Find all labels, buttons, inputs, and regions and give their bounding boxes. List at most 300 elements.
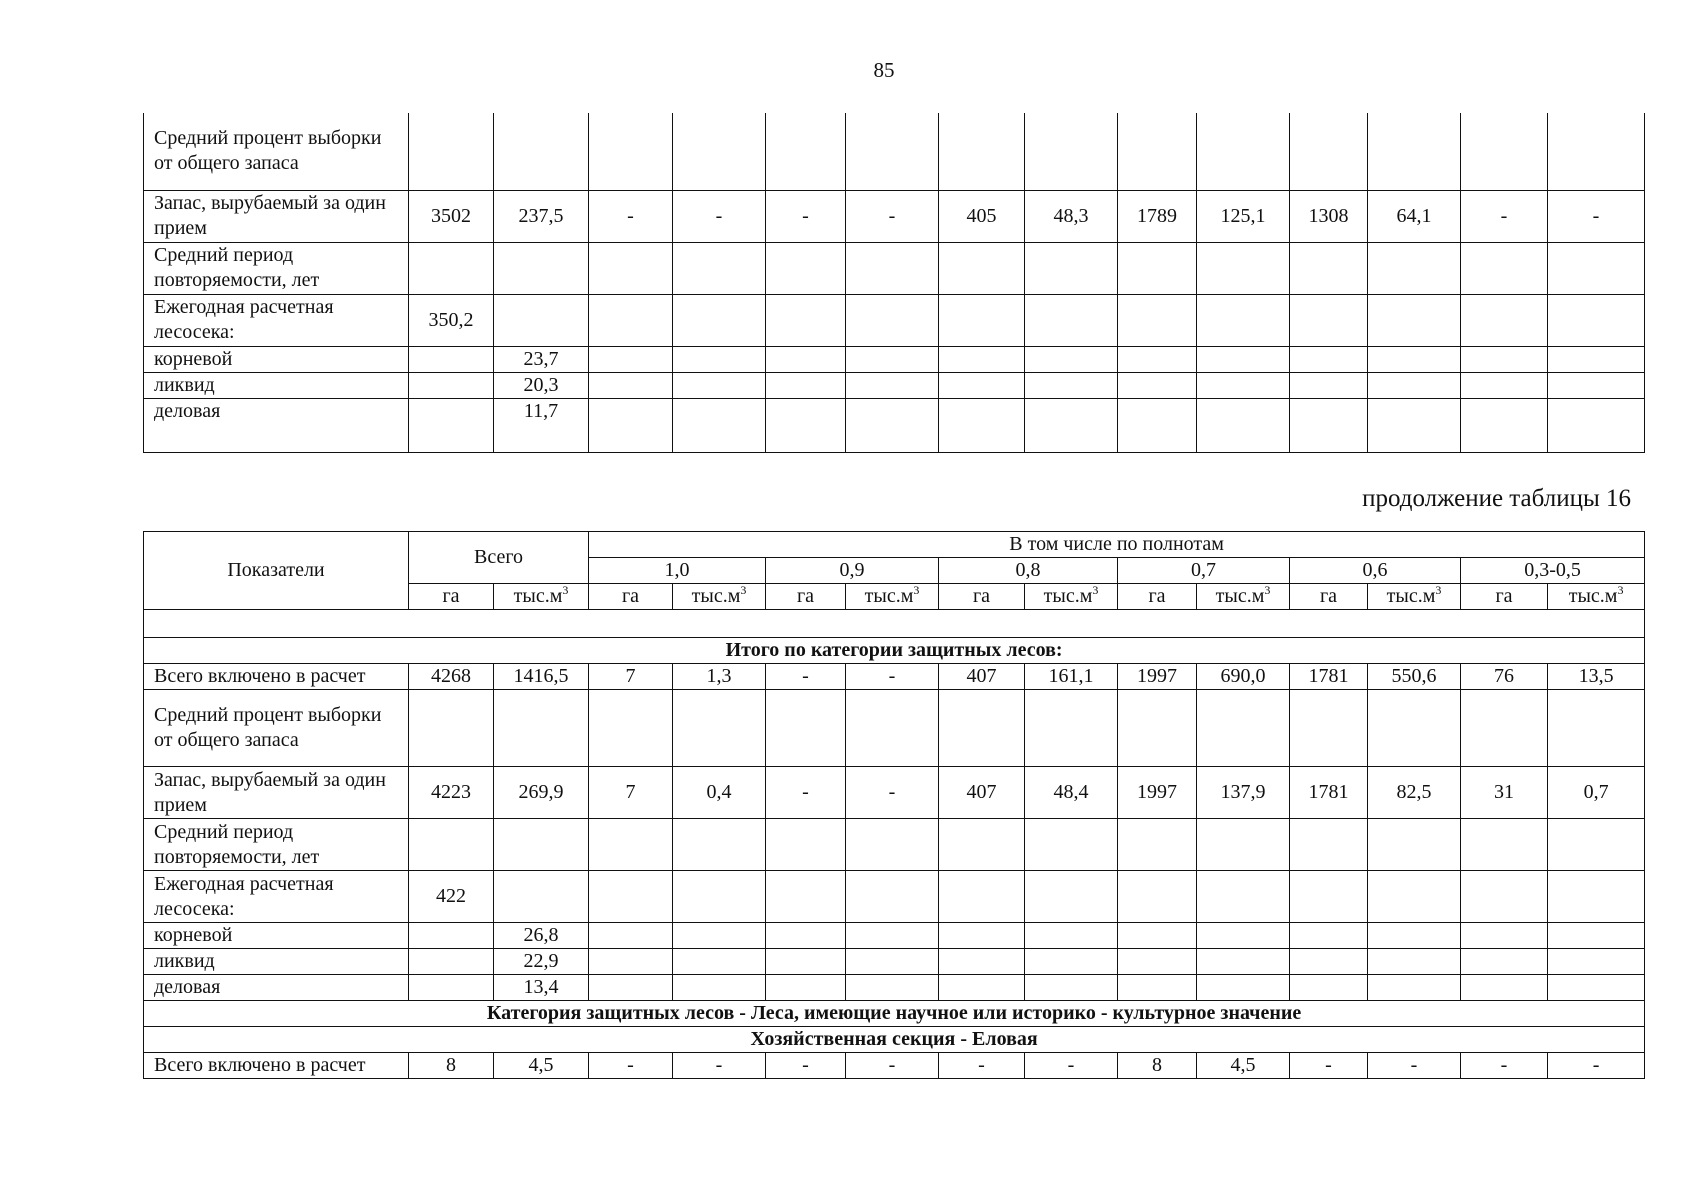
table-cell xyxy=(1548,949,1645,975)
section-title-row xyxy=(144,638,1645,664)
table-cell xyxy=(673,949,766,975)
table-cell xyxy=(589,975,673,1001)
header-unit-volume xyxy=(1368,584,1461,610)
table-cell xyxy=(409,346,494,372)
table-cell xyxy=(1025,923,1118,949)
table-row xyxy=(144,949,1645,975)
table-cell: - xyxy=(1548,1053,1645,1079)
table-cell xyxy=(1461,398,1548,452)
table-cell xyxy=(673,871,766,923)
table-row xyxy=(144,113,1645,190)
row-label: Средний период повторяемости, лет xyxy=(144,242,409,294)
table-cell xyxy=(846,975,939,1001)
table-row xyxy=(144,398,1645,452)
unit-volume-exponent: 3 xyxy=(740,583,747,597)
table-cell xyxy=(494,871,589,923)
table-cell xyxy=(1461,923,1548,949)
table-cell xyxy=(1025,346,1118,372)
header-unit-volume xyxy=(673,584,766,610)
table-cell xyxy=(1368,294,1461,346)
page-number: 85 xyxy=(873,58,895,82)
table-cell: 82,5 xyxy=(1368,767,1461,819)
table-caption: продолжение таблицы 16 xyxy=(1362,485,1631,512)
table-cell xyxy=(1197,294,1290,346)
table-cell xyxy=(1118,372,1197,398)
table-row xyxy=(144,975,1645,1001)
header-unit-ha: га xyxy=(939,584,1025,610)
table-cell xyxy=(1118,871,1197,923)
table-cell xyxy=(1197,949,1290,975)
category-title-row xyxy=(144,1001,1645,1027)
header-density: 0,8 xyxy=(939,558,1118,584)
row-label: ликвид xyxy=(144,949,409,975)
table-cell xyxy=(589,923,673,949)
table-cell xyxy=(1548,398,1645,452)
table-cell: 550,6 xyxy=(1368,664,1461,690)
table-cell xyxy=(846,949,939,975)
table-part-2 xyxy=(143,531,1645,1079)
blank-cell xyxy=(144,610,1645,638)
table-cell: 31 xyxy=(1461,767,1548,819)
table-cell: 125,1 xyxy=(1197,190,1290,242)
unit-volume-exponent: 3 xyxy=(1435,583,1442,597)
table-cell: - xyxy=(1461,190,1548,242)
table-cell xyxy=(1548,294,1645,346)
table-cell xyxy=(1368,398,1461,452)
header-total: Всего xyxy=(409,532,589,584)
table-cell xyxy=(1368,975,1461,1001)
table-cell: 4,5 xyxy=(1197,1053,1290,1079)
table-cell xyxy=(1290,975,1368,1001)
table-cell xyxy=(1290,871,1368,923)
header-unit-ha: га xyxy=(766,584,846,610)
table-cell: - xyxy=(1548,190,1645,242)
table-cell xyxy=(846,398,939,452)
row-label: Ежегодная расчетная лесосека: xyxy=(144,871,409,923)
table-cell xyxy=(1197,372,1290,398)
table-cell xyxy=(1548,113,1645,190)
table-cell xyxy=(1461,294,1548,346)
table-cell xyxy=(1197,398,1290,452)
table-cell: - xyxy=(846,767,939,819)
table-cell xyxy=(1290,372,1368,398)
table-cell xyxy=(1025,242,1118,294)
table-row xyxy=(144,767,1645,819)
table-cell xyxy=(1548,242,1645,294)
table-cell: 1789 xyxy=(1118,190,1197,242)
table-cell: 690,0 xyxy=(1197,664,1290,690)
table-cell xyxy=(494,819,589,871)
table-cell xyxy=(846,690,939,767)
table-cell: 4268 xyxy=(409,664,494,690)
table-cell xyxy=(1368,871,1461,923)
table-cell xyxy=(1290,398,1368,452)
table-cell xyxy=(766,346,846,372)
table-part-1 xyxy=(143,113,1645,453)
header-unit-volume xyxy=(846,584,939,610)
table-cell xyxy=(673,113,766,190)
table-cell: - xyxy=(846,1053,939,1079)
table-cell: 20,3 xyxy=(494,372,589,398)
table-cell xyxy=(1548,923,1645,949)
table-row xyxy=(144,871,1645,923)
table-row xyxy=(144,242,1645,294)
header-density: 0,7 xyxy=(1118,558,1290,584)
table-cell: 0,4 xyxy=(673,767,766,819)
table-cell: - xyxy=(1461,1053,1548,1079)
table-part-1-body xyxy=(144,113,1645,452)
table-cell xyxy=(766,398,846,452)
table-cell xyxy=(1368,346,1461,372)
table-cell: 137,9 xyxy=(1197,767,1290,819)
table-cell xyxy=(589,113,673,190)
unit-volume-text: тыс.м xyxy=(1386,585,1436,607)
table-cell xyxy=(1290,113,1368,190)
header-unit-ha: га xyxy=(409,584,494,610)
header-unit-ha: га xyxy=(589,584,673,610)
unit-volume-text: тыс.м xyxy=(1568,585,1618,607)
table-cell xyxy=(1197,923,1290,949)
table-cell xyxy=(846,923,939,949)
table-cell xyxy=(1368,372,1461,398)
section-title: Итого по категории защитных лесов: xyxy=(144,638,1645,664)
table-cell xyxy=(766,294,846,346)
table-cell xyxy=(1461,871,1548,923)
table-cell xyxy=(409,242,494,294)
header-by-density: В том числе по полнотам xyxy=(589,532,1645,558)
table-cell: 0,7 xyxy=(1548,767,1645,819)
table-cell xyxy=(1461,113,1548,190)
table-cell: - xyxy=(766,664,846,690)
table-cell xyxy=(1118,242,1197,294)
table-header xyxy=(144,532,1645,610)
table-cell xyxy=(939,871,1025,923)
row-label: деловая xyxy=(144,398,409,452)
section2-title-row xyxy=(144,1027,1645,1053)
table-cell: 4,5 xyxy=(494,1053,589,1079)
header-density: 0,3-0,5 xyxy=(1461,558,1645,584)
blank-row xyxy=(144,610,1645,638)
table-cell xyxy=(1197,975,1290,1001)
table-cell xyxy=(1461,242,1548,294)
table-cell xyxy=(673,398,766,452)
table-cell xyxy=(766,690,846,767)
unit-volume-exponent: 3 xyxy=(1617,583,1624,597)
table-cell xyxy=(1290,690,1368,767)
table-cell xyxy=(1548,975,1645,1001)
unit-volume-text: тыс.м xyxy=(513,585,563,607)
table-cell xyxy=(1025,871,1118,923)
table-cell xyxy=(589,690,673,767)
table-cell: - xyxy=(846,664,939,690)
table-cell: 1781 xyxy=(1290,767,1368,819)
table-cell xyxy=(1548,819,1645,871)
table-cell: 8 xyxy=(1118,1053,1197,1079)
row-label: ликвид xyxy=(144,372,409,398)
table-row xyxy=(144,372,1645,398)
table-cell xyxy=(1461,346,1548,372)
table-cell xyxy=(1548,871,1645,923)
table-cell: 422 xyxy=(409,871,494,923)
table-cell: - xyxy=(766,190,846,242)
table-cell xyxy=(1368,923,1461,949)
table-cell: 237,5 xyxy=(494,190,589,242)
table-cell xyxy=(1290,819,1368,871)
table-cell: - xyxy=(1025,1053,1118,1079)
table-cell: - xyxy=(846,190,939,242)
table-cell: - xyxy=(939,1053,1025,1079)
table-cell xyxy=(939,398,1025,452)
table-cell xyxy=(409,819,494,871)
table-cell xyxy=(673,690,766,767)
table-cell xyxy=(409,372,494,398)
table-cell xyxy=(1197,819,1290,871)
table-cell: 407 xyxy=(939,664,1025,690)
table-cell xyxy=(589,949,673,975)
table-cell xyxy=(766,242,846,294)
table-cell: 11,7 xyxy=(494,398,589,452)
table-cell xyxy=(589,871,673,923)
table-row xyxy=(144,1053,1645,1079)
table-cell: 350,2 xyxy=(409,294,494,346)
table-cell: 1997 xyxy=(1118,664,1197,690)
row-label: Всего включено в расчет xyxy=(144,664,409,690)
table-cell xyxy=(589,372,673,398)
header-unit-ha: га xyxy=(1118,584,1197,610)
table-cell xyxy=(409,690,494,767)
table-cell: 1308 xyxy=(1290,190,1368,242)
table-cell xyxy=(846,242,939,294)
row-label: Средний период повторяемости, лет xyxy=(144,819,409,871)
table-cell xyxy=(766,372,846,398)
unit-volume-exponent: 3 xyxy=(562,583,569,597)
table-cell xyxy=(1197,871,1290,923)
table-cell xyxy=(589,346,673,372)
table-cell: 48,3 xyxy=(1025,190,1118,242)
unit-volume-exponent: 3 xyxy=(1092,583,1099,597)
header-density: 0,6 xyxy=(1290,558,1461,584)
table-cell xyxy=(1290,346,1368,372)
table-cell: 1997 xyxy=(1118,767,1197,819)
table-cell xyxy=(846,819,939,871)
table-cell xyxy=(846,372,939,398)
table-cell xyxy=(766,113,846,190)
table-cell xyxy=(939,346,1025,372)
table-cell xyxy=(939,975,1025,1001)
table-cell xyxy=(1118,398,1197,452)
table-cell xyxy=(409,975,494,1001)
table-part-2-body xyxy=(144,664,1645,1001)
table-row xyxy=(144,819,1645,871)
table-cell: 13,5 xyxy=(1548,664,1645,690)
row-label: Запас, вырубаемый за один прием xyxy=(144,767,409,819)
table-cell: 4223 xyxy=(409,767,494,819)
table-cell xyxy=(1290,294,1368,346)
table-cell xyxy=(494,113,589,190)
header-indicators: Показатели xyxy=(144,532,409,610)
unit-volume-text: тыс.м xyxy=(1043,585,1093,607)
table-cell xyxy=(939,949,1025,975)
table-cell: 48,4 xyxy=(1025,767,1118,819)
table-cell xyxy=(1368,949,1461,975)
table-cell xyxy=(846,294,939,346)
table-cell xyxy=(1197,346,1290,372)
section2-title: Хозяйственная секция - Еловая xyxy=(144,1027,1645,1053)
table-cell xyxy=(1025,819,1118,871)
table-cell xyxy=(409,949,494,975)
table-cell: 161,1 xyxy=(1025,664,1118,690)
table-cell xyxy=(1548,690,1645,767)
table-cell xyxy=(1368,242,1461,294)
table-cell xyxy=(1461,949,1548,975)
table-cell xyxy=(589,819,673,871)
header-unit-volume xyxy=(1197,584,1290,610)
category-title: Категория защитных лесов - Леса, имеющие научное или историко - культурное значение xyxy=(144,1001,1645,1027)
table-cell: 22,9 xyxy=(494,949,589,975)
table-cell: 64,1 xyxy=(1368,190,1461,242)
table-cell xyxy=(1461,819,1548,871)
unit-volume-exponent: 3 xyxy=(913,583,920,597)
table-cell: 407 xyxy=(939,767,1025,819)
table-cell xyxy=(1025,690,1118,767)
table-cell xyxy=(939,819,1025,871)
table-cell xyxy=(1368,690,1461,767)
table-cell: - xyxy=(589,1053,673,1079)
table-cell xyxy=(673,294,766,346)
table-cell xyxy=(1368,819,1461,871)
table-cell xyxy=(1197,113,1290,190)
table-cell: 269,9 xyxy=(494,767,589,819)
unit-volume-text: тыс.м xyxy=(864,585,914,607)
table-cell xyxy=(1118,923,1197,949)
table-cell: - xyxy=(673,190,766,242)
table-cell: - xyxy=(1290,1053,1368,1079)
table-cell: 23,7 xyxy=(494,346,589,372)
table-cell xyxy=(494,690,589,767)
table-cell xyxy=(1118,294,1197,346)
table-cell xyxy=(1118,975,1197,1001)
row-label: Всего включено в расчет xyxy=(144,1053,409,1079)
table-row xyxy=(144,190,1645,242)
table-cell xyxy=(766,923,846,949)
table-cell xyxy=(939,242,1025,294)
table-cell xyxy=(1461,975,1548,1001)
header-density: 1,0 xyxy=(589,558,766,584)
table-row xyxy=(144,923,1645,949)
row-label: корневой xyxy=(144,923,409,949)
table-cell xyxy=(846,871,939,923)
header-density: 0,9 xyxy=(766,558,939,584)
table-cell xyxy=(846,346,939,372)
table-cell xyxy=(673,819,766,871)
row-label: корневой xyxy=(144,346,409,372)
table-row xyxy=(144,346,1645,372)
table-cell xyxy=(494,294,589,346)
table-cell xyxy=(939,113,1025,190)
table-cell: 7 xyxy=(589,664,673,690)
table-cell xyxy=(766,819,846,871)
table-cell xyxy=(673,975,766,1001)
table-cell: 1416,5 xyxy=(494,664,589,690)
table-cell xyxy=(1461,372,1548,398)
table-cell xyxy=(1025,398,1118,452)
table-cell xyxy=(1025,949,1118,975)
table-cell xyxy=(589,398,673,452)
table-cell xyxy=(589,294,673,346)
table-cell xyxy=(589,242,673,294)
table-cell: 26,8 xyxy=(494,923,589,949)
table-cell xyxy=(1118,690,1197,767)
row-label: Средний процент выборки от общего запаса xyxy=(144,690,409,767)
row-label: Ежегодная расчетная лесосека: xyxy=(144,294,409,346)
table-cell xyxy=(939,923,1025,949)
table-row xyxy=(144,664,1645,690)
table-cell xyxy=(766,871,846,923)
table-cell xyxy=(1548,346,1645,372)
table-cell: - xyxy=(766,1053,846,1079)
table-row xyxy=(144,690,1645,767)
table-cell xyxy=(1197,690,1290,767)
table-cell: - xyxy=(673,1053,766,1079)
table-cell xyxy=(1118,346,1197,372)
table-cell xyxy=(1025,975,1118,1001)
table-cell xyxy=(1548,372,1645,398)
header-unit-volume xyxy=(1025,584,1118,610)
table-cell xyxy=(1290,923,1368,949)
table-cell: 1781 xyxy=(1290,664,1368,690)
table-cell xyxy=(766,949,846,975)
table-cell: 405 xyxy=(939,190,1025,242)
table-cell xyxy=(494,242,589,294)
table-cell xyxy=(939,690,1025,767)
header-unit-volume xyxy=(494,584,589,610)
table-cell xyxy=(1290,949,1368,975)
table-cell: 13,4 xyxy=(494,975,589,1001)
table-cell: 76 xyxy=(1461,664,1548,690)
table-cell xyxy=(409,923,494,949)
unit-volume-text: тыс.м xyxy=(691,585,741,607)
table-cell xyxy=(673,923,766,949)
table-cell: - xyxy=(1368,1053,1461,1079)
table-cell: - xyxy=(766,767,846,819)
unit-volume-text: тыс.м xyxy=(1215,585,1265,607)
table-cell xyxy=(409,398,494,452)
table-cell xyxy=(1025,294,1118,346)
table-cell xyxy=(673,346,766,372)
table-cell xyxy=(939,372,1025,398)
table-cell xyxy=(1118,949,1197,975)
table-cell: 8 xyxy=(409,1053,494,1079)
table-cell xyxy=(1025,372,1118,398)
table-cell xyxy=(1197,242,1290,294)
header-unit-ha: га xyxy=(1290,584,1368,610)
table-cell xyxy=(1118,113,1197,190)
table-cell xyxy=(409,113,494,190)
table-cell xyxy=(1290,242,1368,294)
table-cell xyxy=(1368,113,1461,190)
table-cell xyxy=(673,242,766,294)
header-unit-volume xyxy=(1548,584,1645,610)
table-cell xyxy=(939,294,1025,346)
table-cell: 3502 xyxy=(409,190,494,242)
table-cell: - xyxy=(589,190,673,242)
row-label: Запас, вырубаемый за один прием xyxy=(144,190,409,242)
table-row xyxy=(144,294,1645,346)
header-unit-ha: га xyxy=(1461,584,1548,610)
table-cell xyxy=(1118,819,1197,871)
row-label: деловая xyxy=(144,975,409,1001)
unit-volume-exponent: 3 xyxy=(1264,583,1271,597)
